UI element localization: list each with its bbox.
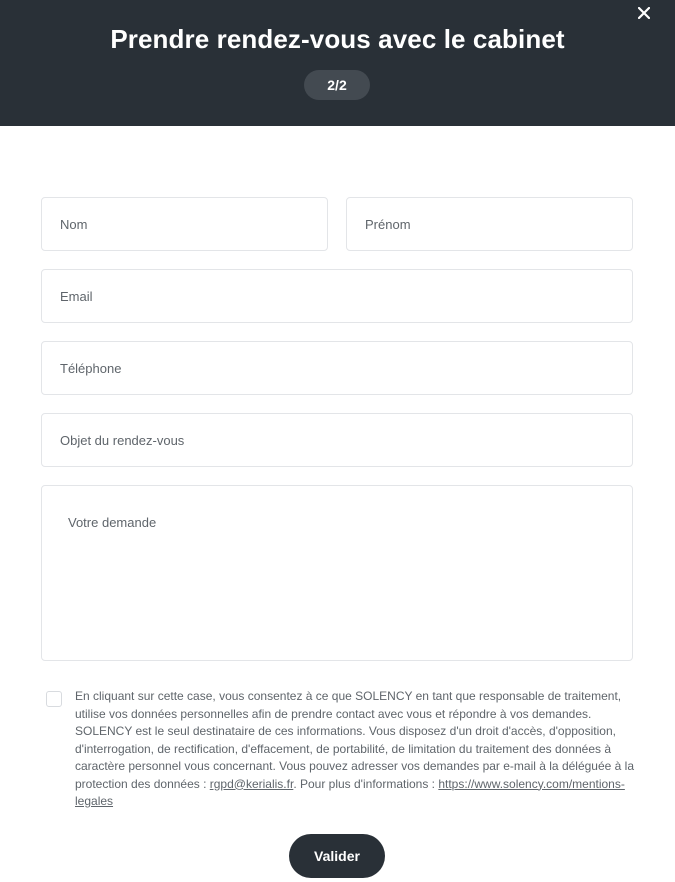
email-input[interactable]	[41, 269, 633, 323]
consent-text-before: En cliquant sur cette case, vous consentez à ce que SOLENCY en tant que responsable de traitement, utilise vos données personnelles afin de prendre contact avec vous et répondre à vos demandes. SOLENCY est le seul destinataire de ces informations. Vous disposez d'un droit d'accès, d'opposition, d'interrogation, de rectification, d'effacement, de portabilité, de limitation du traitement des données à caractère personnel vous concernant. Vous pouvez adresser vos demandes par e-mail à la déléguée à la protection des données :	[75, 689, 635, 791]
close-icon	[638, 7, 650, 19]
prenom-input[interactable]	[346, 197, 633, 251]
telephone-input[interactable]	[41, 341, 633, 395]
demande-textarea[interactable]	[41, 485, 633, 661]
modal-header	[0, 0, 675, 126]
consent-checkbox[interactable]	[46, 691, 62, 707]
rgpd-email-link[interactable]: rgpd@kerialis.fr	[209, 776, 294, 791]
objet-input[interactable]	[41, 413, 633, 467]
consent-text-middle: . Pour plus d'informations :	[293, 776, 439, 791]
mentions-legales-link[interactable]: https://www.solency.com/mentions-legales	[75, 776, 625, 808]
step-badge: 2/2	[304, 70, 370, 100]
close-button[interactable]	[633, 2, 655, 24]
nom-input[interactable]	[41, 197, 328, 251]
modal-title: Prendre rendez-vous avec le cabinet	[110, 24, 565, 54]
submit-button[interactable]: Valider	[289, 834, 385, 878]
consent-text	[75, 688, 637, 811]
